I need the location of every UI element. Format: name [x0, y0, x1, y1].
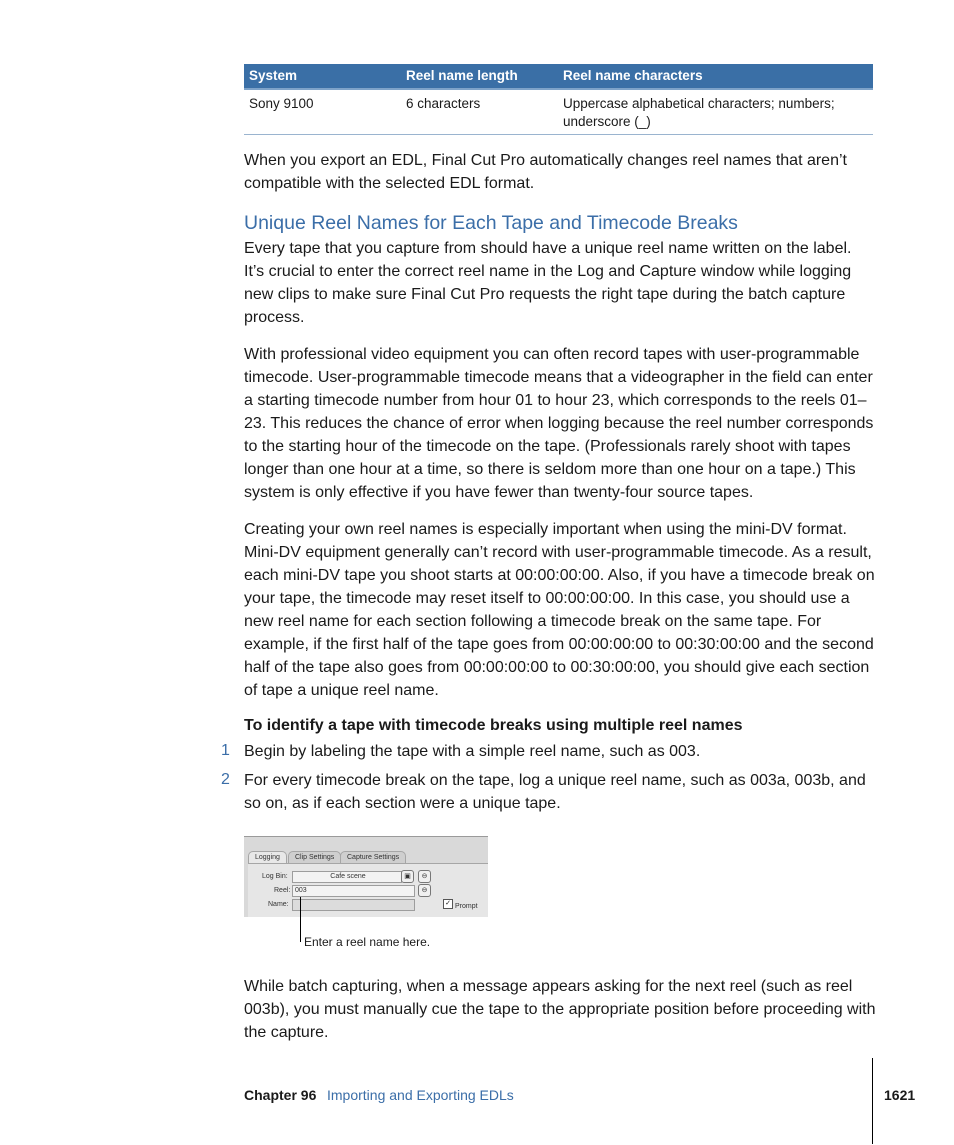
- tab-clip-settings[interactable]: Clip Settings: [288, 851, 341, 864]
- reel-slate-icon[interactable]: ⊖: [418, 884, 431, 897]
- footer-chapter: Chapter 96: [244, 1087, 317, 1103]
- table-cell-length: 6 characters: [406, 96, 481, 111]
- tab-capture-settings[interactable]: Capture Settings: [340, 851, 406, 864]
- table-cell-system: Sony 9100: [249, 96, 314, 111]
- reel-label: Reel:: [274, 887, 291, 894]
- log-bin-field[interactable]: Cafe scene: [292, 871, 402, 883]
- log-bin-open-icon[interactable]: ▣: [401, 870, 414, 883]
- step-number-1: 1: [221, 742, 230, 759]
- log-capture-screenshot: [244, 836, 488, 917]
- prompt-label: Prompt: [455, 903, 478, 910]
- prompt-checkbox[interactable]: ✓: [443, 899, 453, 909]
- step-text-2: For every timecode break on the tape, log a unique reel name, such as 003a, 003b, and so on, as if each section were a unique tape.: [244, 772, 866, 812]
- tab-logging[interactable]: Logging: [248, 851, 287, 864]
- table-row: [244, 90, 873, 135]
- name-label: Name:: [268, 901, 289, 908]
- section-heading: Unique Reel Names for Each Tape and Timecode Breaks: [244, 212, 738, 234]
- task-heading: To identify a tape with timecode breaks using multiple reel names: [244, 717, 743, 734]
- name-field: [292, 899, 415, 911]
- table-header-system: System: [249, 68, 298, 83]
- log-bin-folder-icon[interactable]: ⊖: [418, 870, 431, 883]
- table-header-row: [244, 64, 873, 90]
- figure-callout: Enter a reel name here.: [304, 935, 431, 949]
- intro-paragraph: When you export an EDL, Final Cut Pro automatically changes reel names that aren’t compatible with the selected EDL format.: [244, 152, 847, 192]
- body-paragraph-3: Creating your own reel names is especially important when using the mini-DV format. Mini-DV equipment generally can’t record with user-programmable timecode. As a result, each mini-DV tape you shoot starts at 00:00:00:00. Also, if you have a timecode break on your tape, the timecode may reset itself to 00:00:00:00. In this case, you should use a new reel name for each section following a timecode break on the same tape. For example, if the first half of the tape goes from 00:00:00:00 to 00:30:00:00 and the second half of the tape also goes from 00:00:00:00 to 00:30:00:00, you should give each section of tape a unique reel name.: [244, 521, 875, 699]
- closing-paragraph: While batch capturing, when a message appears asking for the next reel (such as reel 003b), you must manually cue the tape to the appropriate position before proceeding with the capture.: [244, 978, 876, 1041]
- callout-line: [300, 897, 301, 942]
- reel-name-table: [244, 64, 873, 135]
- reel-input[interactable]: 003: [292, 885, 415, 897]
- body-paragraph-2: With professional video equipment you can often record tapes with user-programmable timecode. User-programmable timecode means that a videographer in the field can enter a starting timecode number from hour 01 to hour 23, which corresponds to the reels 01–23. This reduces the chance of error when logging because the reel number corresponds to the starting hour of the timecode on the tape. (Professionals rarely shoot with tapes longer than one hour at a time, so there is seldom more than one hour on a tape.) This system is only effective if you have fewer than twenty-four source tapes.: [244, 346, 874, 501]
- log-bin-label: Log Bin:: [262, 873, 288, 880]
- table-header-reel-name-length: Reel name length: [406, 68, 518, 83]
- body-paragraph-1: Every tape that you capture from should have a unique reel name written on the label. It’s crucial to enter the correct reel name in the Log and Capture window while logging new clips to make sure Final Cut Pro requests the right tape during the batch capture process.: [244, 240, 852, 326]
- step-text-1: Begin by labeling the tape with a simple reel name, such as 003.: [244, 743, 701, 760]
- table-header-reel-name-characters: Reel name characters: [563, 68, 703, 83]
- step-number-2: 2: [221, 771, 230, 788]
- logging-panel: [248, 863, 488, 917]
- footer-chapter-title: Importing and Exporting EDLs: [327, 1087, 514, 1103]
- page-number: 1621: [884, 1087, 916, 1103]
- footer-divider: [872, 1058, 873, 1144]
- table-cell-characters: Uppercase alphabetical characters; numbers; underscore (_): [563, 96, 835, 129]
